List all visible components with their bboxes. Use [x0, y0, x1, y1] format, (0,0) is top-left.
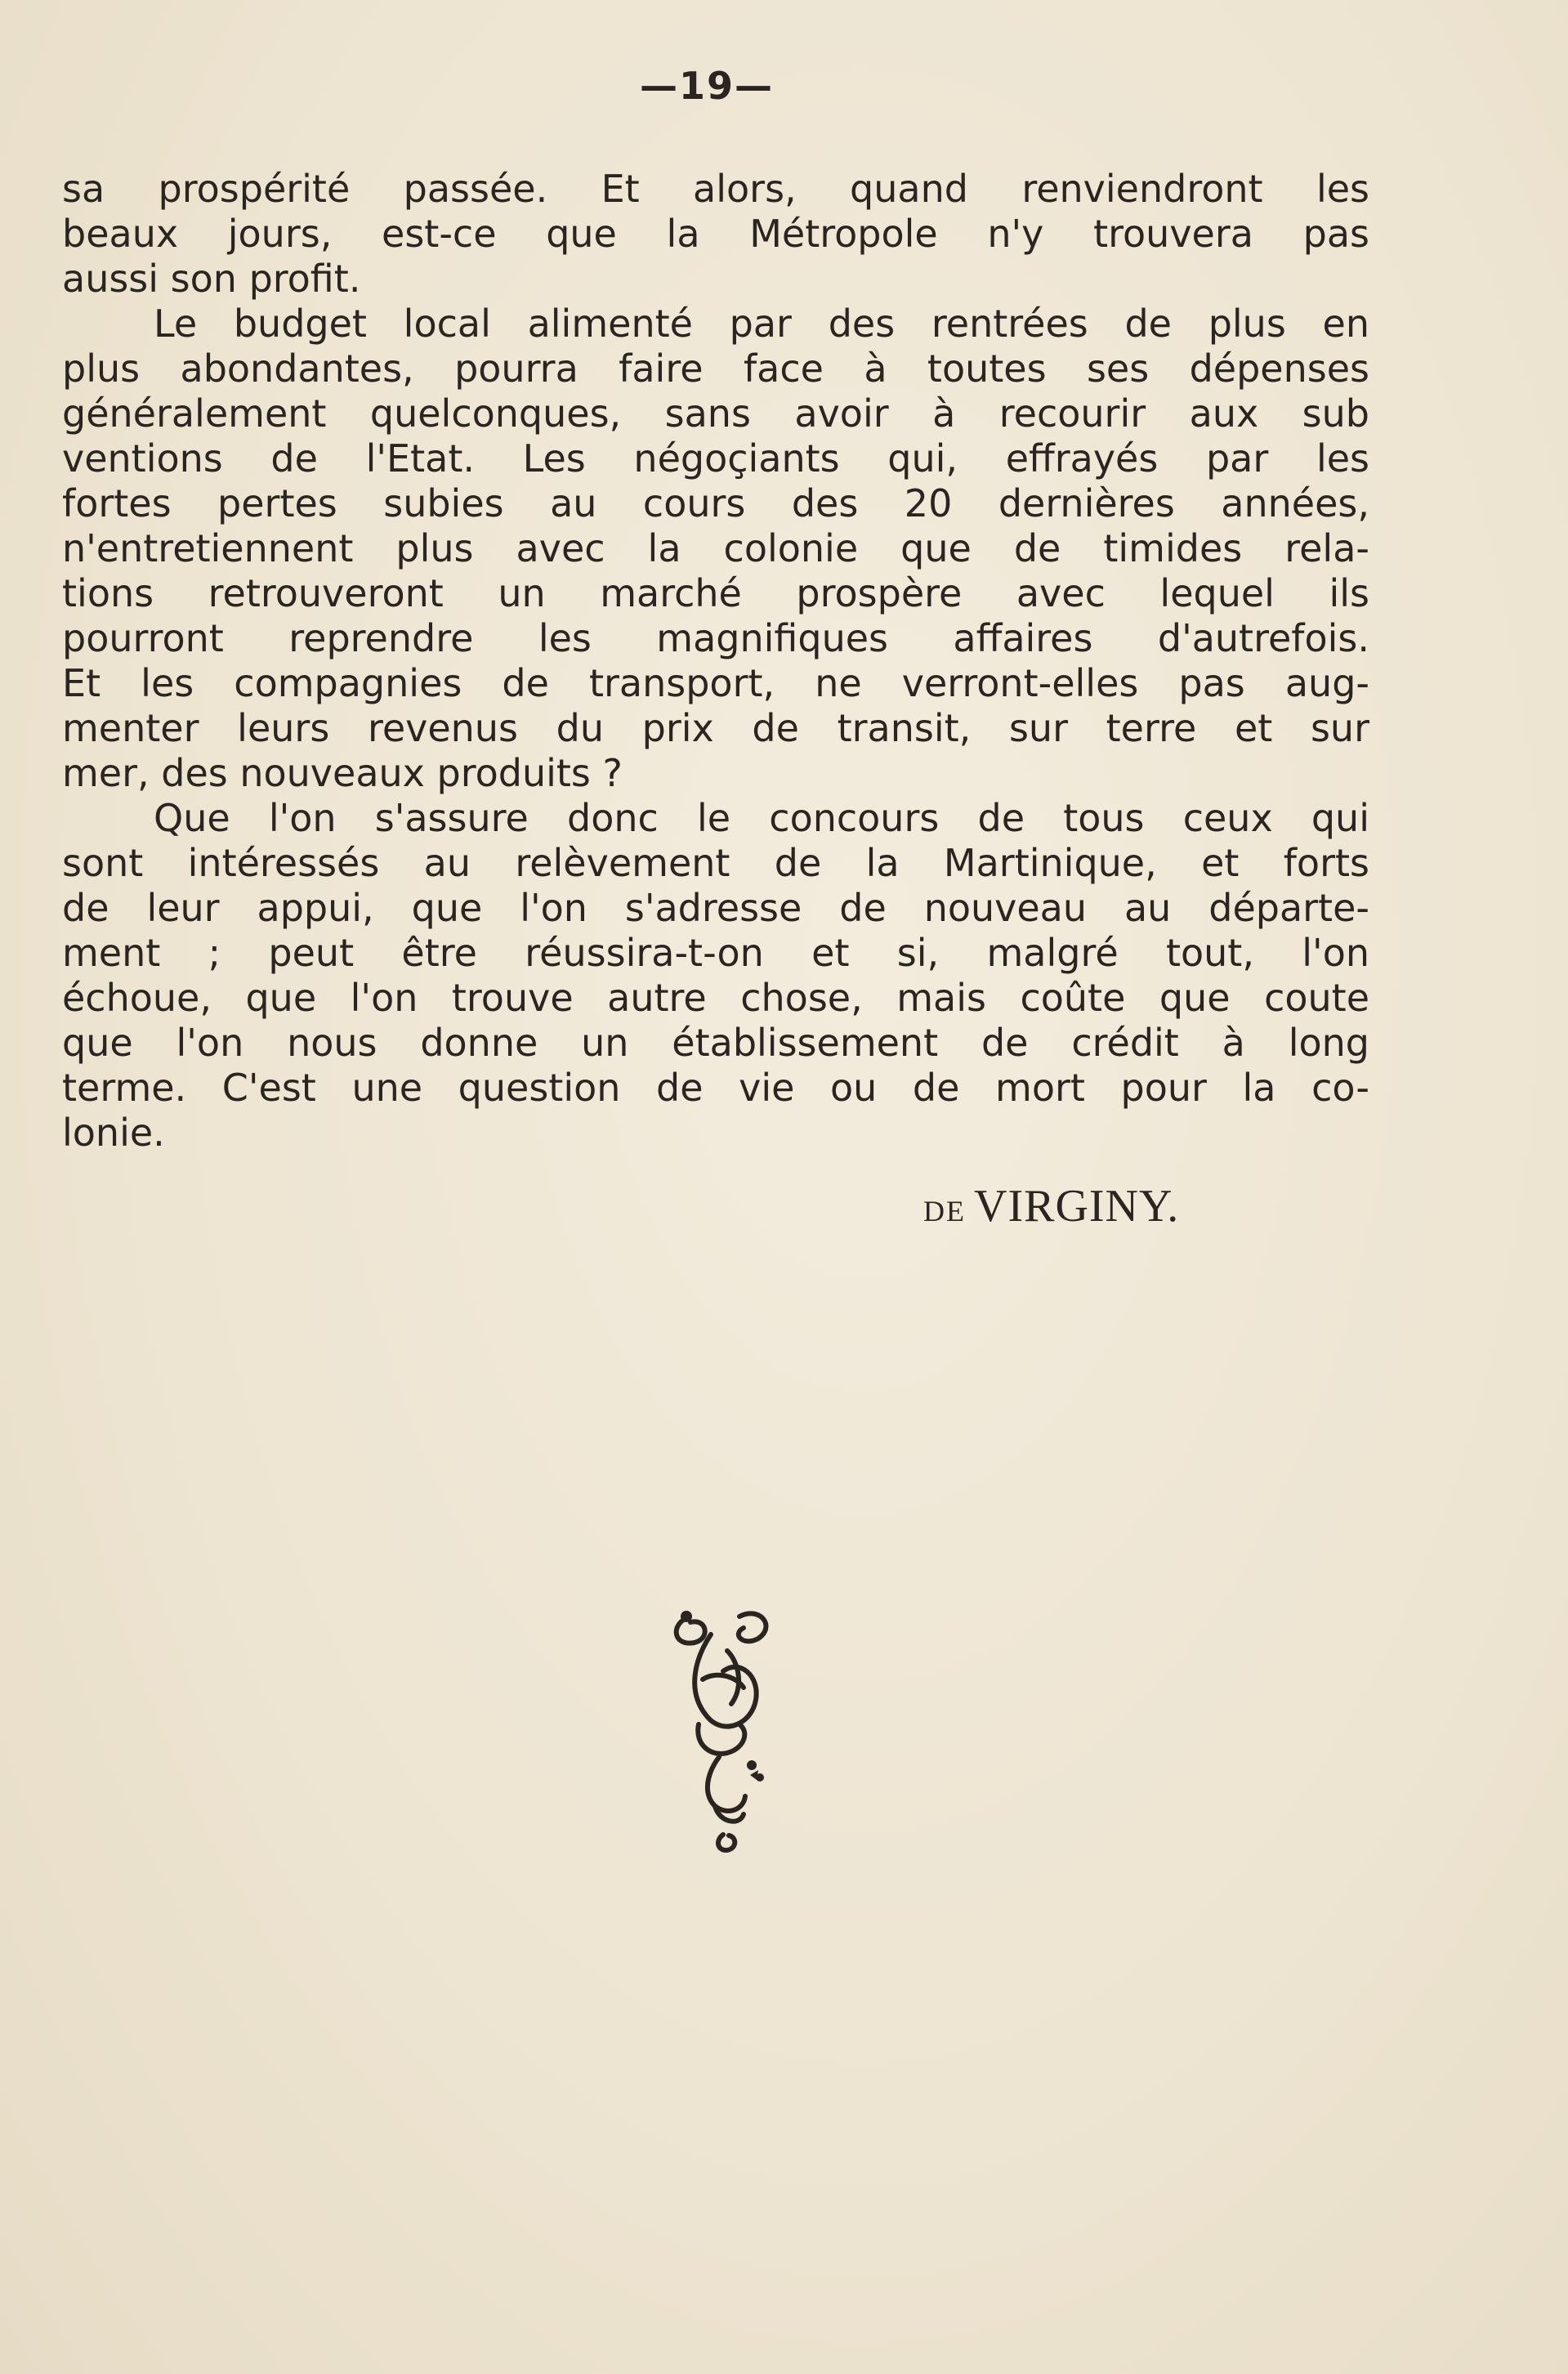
text-line: de leur appui, que l'on s'adresse de nouveau au départe-: [62, 886, 1369, 930]
text-line: plus abondantes, pourra faire face à toutes ses dépenses: [62, 346, 1369, 391]
text-line: tions retrouveront un marché prospère avec lequel ils: [62, 571, 1369, 615]
text-line: échoue, que l'on trouve autre chose, mais coûte que coute: [62, 976, 1369, 1020]
text-line: ment ; peut être réussira-t-on et si, malgré tout, l'on: [62, 931, 1369, 975]
signature-name: VIRGINY.: [974, 1181, 1180, 1232]
body-text: [62, 167, 1369, 1156]
text-line: mer, des nouveaux produits ?: [62, 751, 623, 795]
text-line: sa prospérité passée. Et alors, quand renviendront les: [62, 167, 1369, 211]
text-line: lonie.: [62, 1111, 165, 1155]
text-line: pourront reprendre les magnifiques affaires d'autrefois.: [62, 616, 1369, 660]
text-line: fortes pertes subies au cours des 20 dernières années,: [62, 481, 1369, 525]
text-line: Que l'on s'assure donc le concours de tous ceux qui: [154, 796, 1369, 840]
text-line: terme. C'est une question de vie ou de mort pour la co-: [62, 1066, 1369, 1110]
text-line: n'entretiennent plus avec la colonie que de timides rela-: [62, 526, 1369, 570]
text-line: sont intéressés au relèvement de la Martinique, et forts: [62, 841, 1369, 885]
floral-tailpiece-icon: [662, 1602, 793, 1855]
text-line: Et les compagnies de transport, ne verront-elles pas aug-: [62, 661, 1369, 705]
signature: [923, 1180, 1179, 1232]
text-line: que l'on nous donne un établissement de crédit à long: [62, 1021, 1369, 1065]
text-line: généralement quelconques, sans avoir à recourir aux sub: [62, 391, 1369, 436]
signature-prefix: DE: [923, 1195, 966, 1227]
text-line: Le budget local alimenté par des rentrées de plus en: [154, 302, 1369, 346]
text-line: ventions de l'Etat. Les négoçiants qui, effrayés par les: [62, 436, 1369, 481]
page-number: —19—: [639, 64, 774, 108]
text-line: aussi son profit.: [62, 257, 361, 301]
text-line: beaux jours, est-ce que la Métropole n'y trouvera pas: [62, 212, 1369, 256]
text-line: menter leurs revenus du prix de transit, sur terre et sur: [62, 706, 1369, 750]
